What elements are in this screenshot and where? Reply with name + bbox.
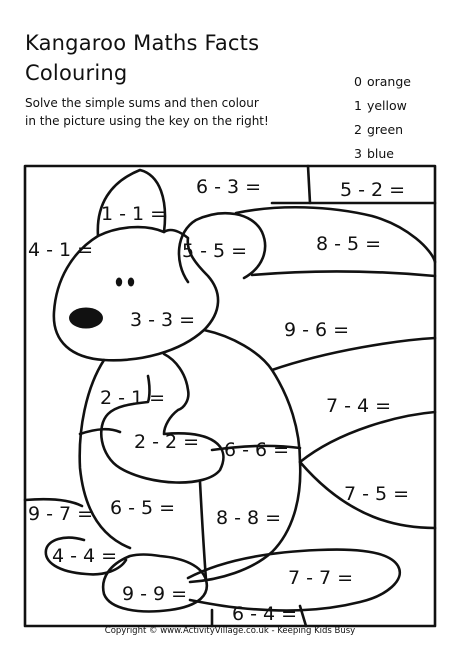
sum-1-1: 1 - 1 =	[101, 203, 167, 225]
key-colour: green	[366, 122, 404, 137]
region-divider	[252, 271, 435, 276]
sum-5-5: 5 - 5 =	[182, 240, 248, 262]
sum-6-5: 6 - 5 =	[110, 497, 176, 519]
arm-outline	[101, 354, 223, 483]
sum-8-8: 8 - 8 =	[216, 507, 282, 529]
sum-7-5: 7 - 5 =	[344, 483, 410, 505]
key-number: 3	[354, 146, 362, 161]
key-number: 2	[354, 122, 362, 137]
key-colour: blue	[366, 146, 394, 161]
nose	[69, 308, 103, 329]
region-divider	[300, 412, 435, 462]
sum-5-2: 5 - 2 =	[340, 179, 406, 201]
sum-3-3: 3 - 3 =	[130, 309, 196, 331]
sum-2-2: 2 - 2 =	[134, 431, 200, 453]
key-colour: orange	[366, 74, 411, 89]
sum-6-6: 6 - 6 =	[224, 439, 290, 461]
copyright-footer: Copyright © www.ActivityVillage.co.uk - Keeping Kids Busy	[104, 626, 356, 636]
sum-7-4: 7 - 4 =	[326, 395, 392, 417]
eye-left	[116, 278, 122, 287]
sum-6-4: 6 - 4 =	[232, 603, 298, 625]
sum-6-3: 6 - 3 =	[196, 176, 262, 198]
region-divider	[308, 166, 310, 203]
key-colour: yellow	[366, 98, 407, 113]
sum-9-9: 9 - 9 =	[122, 583, 188, 605]
sum-4-1: 4 - 1 =	[28, 239, 94, 261]
instructions-line-2: in the picture using the key on the right!	[25, 114, 269, 128]
sum-2-1: 2 - 1 =	[100, 387, 166, 409]
sum-9-7: 9 - 7 =	[28, 503, 94, 525]
eye-right	[128, 278, 134, 287]
instructions-line-1: Solve the simple sums and then colour	[25, 96, 259, 110]
sum-7-7: 7 - 7 =	[288, 567, 354, 589]
key-number: 1	[354, 98, 362, 113]
sum-9-6: 9 - 6 =	[284, 319, 350, 341]
sum-4-4: 4 - 4 =	[52, 545, 118, 567]
title-line-2: Colouring	[25, 61, 128, 85]
region-divider	[272, 338, 435, 370]
sum-8-5: 8 - 5 =	[316, 233, 382, 255]
key-number: 0	[354, 74, 362, 89]
region-divider	[200, 482, 206, 580]
title-line-1: Kangaroo Maths Facts	[25, 31, 260, 55]
